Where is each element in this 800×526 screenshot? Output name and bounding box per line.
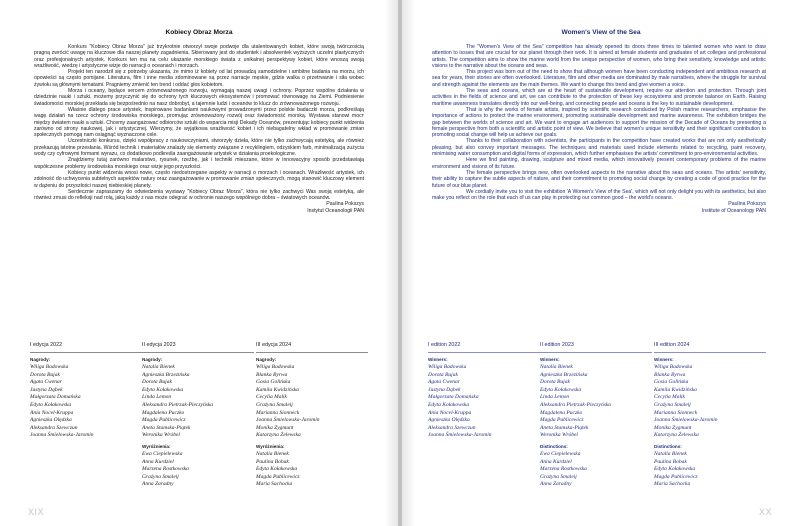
page-number: XIX: [28, 507, 45, 517]
artist-name: Justyna Dąbek: [428, 386, 461, 393]
left-page: [0, 0, 398, 526]
paragraph: Kobiecy punkt widzenia wnosi nowe, często niedostrzegane aspekty w narracji o morzach i oceanach. Wrażliwość artystek, ich zdolność do uchwycenia subtelnych aspektów natury oraz zaangażowanie w promowanie zmian społecznych, mogą stanowić kluczowy element w dążeniu do przyszłości naszej niebieskiej planety.: [34, 169, 364, 189]
paragraph: Właśnie dlatego prace artystek, inspirowane badaniami naukowymi prowadzonymi przez polskie badaczki morza, podkreślają wagę działań na rzecz ochrony środowiska morskiego, promując zrównoważony rozwój oraz świadomość morską. Wystawa stanowi mост między światem nauki a sztuki. Chcemy zaangażować odbiorców sztuki do wsparcia misji Dekady Oceanów, prezentując kobiecy punkt widzenia zarówno od strony naukowej, jak i artystycznej. Wierzymy, że wyjątkowa wrażliwość kobiet i ich niebagatelny wkład w promowanie zmian społecznych pomogą nam osiągnąć wyznaczone cele.: [34, 106, 364, 139]
paragraph: That is why the works of female artists, inspired by scientific research conducted by Polish marine researchers, emphasise the importance of actions to protect the marine environment, promoting sustainable development and marine awareness. The exhibition bridges the gap between the worlds of science and art. We want to engage art audiences to support the mission of the Decade of Oceans by presenting a female perspective from both a scientific and artistic point of view. We believe that women's unique sensitivity and their significant contribution to promoting social change will help us achieve our goals.: [432, 106, 766, 139]
artist-name: Marianna Sionneck: [256, 409, 300, 416]
artist-name: Katarzyna Żelewska: [256, 432, 301, 439]
paragraph: Serdecznie zapraszamy do odwiedzenia wystawy "Kobiecy Obraz Morza", która nie tylko zachwyci Was swoją estetyką, ale również zmusi do refleksji nad rolą, jaką każdy z nas może odegrać w ochronie naszego wspólnego dobra – światowych oceanów.: [34, 188, 364, 202]
paragraph: The "Women's View of the Sea" competition has already opened its doors three times to talented women who want to draw attention to issues that are crucial for our planet through their work. It is aimed at female students and graduates of art colleges and professional artists. The competition aims to show the marine world from the unique perspective of women, who bring their sensitivity, knowledge and artistic visions to the narrative about the oceans and seas.: [432, 44, 766, 69]
page-number: XX: [758, 507, 772, 517]
artist-name: Edyta Kołakowska: [30, 401, 72, 408]
artist-name: Natalia Bienek: [142, 364, 175, 370]
artist-name: Gosia Golińska: [654, 379, 689, 386]
artist-name: Ania Nocel-Kruppa: [30, 409, 74, 416]
award-category-label: Nagrody:: [30, 357, 51, 362]
paragraph: Znajdziemy tutaj zarówno malarstwo, rysunek, rzeźbę, jak i techniki mieszane, które w innowacyjny sposób przedstawiają współczesne problemy środowiska morskiego oraz wizje jego przyszłości.: [34, 157, 364, 170]
artist-name: Agnieszka Olędzka: [428, 417, 470, 424]
artist-name: Justyna Dąbek: [30, 386, 63, 393]
artist-name: Magda Publicewicz: [142, 417, 186, 424]
paragraph: This project was born out of the need to show that although women have been conducting independent and ambitious research at sea for years, their stories are often overlooked. Literature, film and other media are dominated by male narratives, where the struggle for survival and strength against the elements are the main themes. We want to change this trend and give women a voice.: [432, 69, 766, 88]
artist-name: Aneta Stamska-Piątek: [142, 424, 191, 431]
artist-name: Edyta Kołakowska: [540, 386, 582, 393]
edition-column: [30, 342, 142, 440]
artist-name: Agnieszka Brzezińska: [540, 371, 588, 378]
artist-name: Marzena Rostkowska: [540, 466, 587, 473]
paragraph: The female perspective brings new, often overlooked aspects to the narrative about the seas and oceans. The artists' sensitivity, their ability to capture the subtle aspects of nature, and their commitment to promoting social change by creating a code of good practice for the future of our blue planet.: [432, 169, 766, 189]
artist-name: Weronika Wróbel: [540, 432, 578, 439]
artist-name: Grażyna Smaleij: [654, 401, 691, 408]
artist-name: Monika Zygmunt: [654, 424, 692, 431]
artist-name: Aleksandra Szewczun: [30, 424, 78, 431]
edition-header: II edition 2023: [540, 342, 652, 353]
artist-name: Małgorzata Domańska: [30, 394, 81, 401]
paragraph: Konkurs "Kobiecy Obraz Morza" już trzykrotnie otworzył swoje podwoje dla utalentowanych kobiet, które swoją twórczością pragną zwrócić uwagę na kluczowe dla naszej planety zagadnienia. Skierowany jest do studentek i absolwentek wyższych uczelni plastycznych oraz profesjonalnych artystek. Konkurs ten ma na celu ukazanie morskiego świata z unikalnej perspektywy kobiet, które wnoszą swoją wrażliwość, wiedzę i artystyczne wizje do narracji o oceanach i morzach.: [34, 44, 364, 69]
award-category-label: Winners:: [428, 357, 448, 362]
artist-name: Ewa Ciepielewska: [142, 450, 183, 457]
artist-name: Marzena Rostkowska: [142, 466, 189, 473]
book-spine-shadow: [385, 0, 415, 526]
edition-header: II edycja 2023: [142, 342, 254, 353]
award-category-label: Wyróżnienia:: [256, 443, 285, 449]
signature-institution: Institute of Oceanology PAN: [701, 207, 766, 214]
paragraph: Here we find painting, drawing, sculpture and mixed media, which innovatively present contemporary problems of the marine environment and visions of its future.: [432, 157, 766, 170]
artist-name: Wiliga Badowska: [256, 364, 295, 370]
artist-name: Linda Lemon: [540, 394, 570, 401]
artist-name: Natalia Bienek: [654, 450, 687, 457]
page-title: Kobiecy Obraz Morza: [165, 29, 233, 36]
edition-header: III edycja 2024: [256, 342, 368, 353]
paragraph: Thanks to their collaboration with scientists, the participants in the competition have created works that are not only aesthetically pleasing, but also convey important messages. The techniques and materials used include elements related to recycling, paint recovery, minimising water consumption and digital forms of expression, which further emphasises the artists' commitment to pro-environmental activities.: [432, 138, 766, 158]
artist-name: Agnieszka Brzezińska: [142, 371, 190, 378]
edition-header: I edycja 2022: [30, 342, 142, 353]
artist-name: Aneta Stamska-Piątek: [540, 424, 589, 431]
right-page: [402, 0, 800, 526]
award-category-label: Winners:: [540, 357, 560, 362]
award-category-label: Nagrody:: [142, 357, 163, 362]
artist-name: Magda Publicewicz: [540, 417, 584, 424]
artist-name: Magda Publicewicz: [654, 473, 698, 480]
artist-name: Magdalena Puczko: [540, 409, 583, 416]
paragraph: Projekt ten narodził się z potrzeby ukazania, że mimo iż kobiety od lat prowadzą samodzielne i ambitne badania na morzu, ich opowieści są często pomijane. Literatura, film i inne media zdominowane są przez narracje męskie, gdzie walka o przetrwanie i siła wobec żywiołu są głównymi tematami. Pragniemy zmienić ten trend i oddać głos kobietom.: [34, 69, 364, 88]
artist-name: Magda Publicewicz: [256, 473, 300, 480]
article-body: [34, 44, 364, 214]
award-category-label: Distinctions:: [654, 443, 682, 449]
edition-column: [654, 342, 766, 489]
edition-column: [428, 342, 540, 440]
artist-name: Aleksandra Pietrzak-Pieczyńska: [142, 401, 214, 408]
artist-name: Marianna Sionneck: [654, 409, 698, 416]
artist-name: Anna Kurdziel: [540, 458, 572, 465]
artist-name: Dorota Bujak: [142, 379, 172, 386]
artist-name: Katarzyna Żelewska: [654, 432, 699, 439]
artist-name: Maria Sachocka: [256, 481, 293, 488]
artist-name: Cecylia Malik: [654, 394, 686, 401]
artist-name: Joanna Śmielowska-Jaromin: [428, 432, 492, 439]
artist-name: Maria Sachocka: [654, 481, 691, 488]
artist-name: Agnieszka Olędzka: [30, 417, 72, 424]
artist-name: Cecylia Malik: [256, 394, 288, 401]
artist-name: Kamila Kwidzińska: [654, 386, 697, 393]
article-body: [432, 44, 766, 214]
artist-name: Grażyna Smaleij: [256, 401, 293, 408]
artist-name: Aleksandra Szewczun: [428, 424, 476, 431]
paragraph: We cordially invite you to visit the exhibition 'A Women's View of the Sea', which will not only delight you with its aesthetics, but also make you reflect on the role that each of us can play in protecting our common good – the world's oceans.: [432, 188, 766, 202]
artist-name: Natalia Bienek: [540, 364, 573, 370]
edition-header: I edition 2022: [428, 342, 540, 353]
signature-name: Paulina Pokszys: [728, 201, 766, 208]
artist-name: Magdalena Puczko: [142, 409, 185, 416]
paragraph: The seas and oceans, which are at the heart of sustainable development, require our attention and protection. Through joint activities in the fields of science and art, we can contribute to the protection of these key ecosystems and promote balance on Earth. Raising maritime awareness translates directly into our well-being, and connecting people and oceans is the key to sustainable development.: [432, 88, 766, 107]
artist-name: Ewa Ciepielewska: [540, 450, 581, 457]
artist-name: Anna Zaradny: [142, 481, 174, 488]
artist-name: Paulina Bobak: [256, 458, 289, 465]
artist-name: Edyta Kołakowska: [256, 466, 298, 473]
award-category-label: Distinctions:: [540, 443, 568, 449]
signature-institution: Instytut Oceanologii PAN: [307, 207, 364, 214]
artist-name: Agata Cwenar: [428, 379, 460, 386]
artist-name: Monika Zygmunt: [256, 424, 294, 431]
signature-name: Paulina Pokszys: [326, 201, 364, 208]
artist-name: Ania Nocel-Kruppa: [428, 409, 472, 416]
artist-name: Weronika Wróbel: [142, 432, 180, 439]
artist-name: Dorota Bujak: [428, 371, 458, 378]
edition-header: III edition 2024: [654, 342, 766, 353]
artist-name: Natalia Bienek: [256, 450, 289, 457]
artist-name: Aleksandra Pietrzak-Pieczyńska: [540, 401, 612, 408]
artist-name: Wiliga Badowska: [654, 364, 693, 370]
edition-column: [142, 342, 254, 489]
award-category-label: Winners:: [654, 357, 674, 362]
artist-name: Linda Lemon: [142, 394, 172, 401]
artist-name: Małgorzata Domańska: [428, 394, 479, 401]
artist-name: Kamila Kwidzińska: [256, 386, 299, 393]
artist-name: Joanna Śmielowska-Jaromin: [256, 417, 320, 424]
award-category-label: Wyróżnienia:: [142, 443, 171, 449]
artist-name: Joanna Śmielowska-Jaromin: [654, 417, 718, 424]
paragraph: Uczestniczki konkursu, dzięki współpracy z naukowczyniami, stworzyły dzieła, które nie tylko zachwycają estetyką, ale również przekazują istotne przesłania. Wśród technik i materiałów znalazły się elementy związane z recyklingiem, odzyskiem farb, minimalizacją zużycia wody czy cyfrowymi formami wyrazu, co dodatkowo podkreśla zaangażowanie artystek w działania proekologiczne.: [34, 138, 364, 158]
artist-name: Dorota Bujak: [30, 371, 60, 378]
artist-name: Edyta Kołakowska: [654, 466, 696, 473]
artist-name: Grażyna Smaleij: [142, 473, 179, 480]
artist-name: Wiliga Badowska: [428, 364, 467, 370]
award-category-label: Nagrody:: [256, 357, 277, 362]
artist-name: Grażyna Smaleij: [540, 473, 577, 480]
artist-name: Anna Zaradny: [540, 481, 572, 488]
artist-name: Edyta Kołakowska: [428, 401, 470, 408]
artist-name: Paulina Bobak: [654, 458, 687, 465]
artist-name: Dorota Bujak: [540, 379, 570, 386]
artist-name: Gosia Golińska: [256, 379, 291, 386]
paragraph: Morza i oceany, będące sercem zrównoważonego rozwoju, wymagają naszej uwagi i ochrony. Poprzez wspólne działania w dziedzinie nauki i sztuki, możemy przyczynić się do ochrony tych kluczowych ekosystemów i promować równowagę na Ziemi. Podniesienie świadomości morskiej przekłada się bezpośrednio na nasz dobrobyt, a tajemnie ludzi i oceanów to klucz do zrównoważonego rozwoju.: [34, 88, 364, 107]
edition-column: [540, 342, 652, 489]
page-title: Women's View of the Sea: [561, 29, 641, 36]
edition-column: [256, 342, 368, 489]
artist-name: Agata Cwenar: [30, 379, 62, 386]
artist-name: Wiliga Badowska: [30, 364, 69, 370]
artist-name: Joanna Śmielowska-Jaromin: [30, 432, 94, 439]
artist-name: Anna Kurdziel: [142, 458, 174, 465]
artist-name: Edyta Kołakowska: [142, 386, 184, 393]
artist-name: Blanka Byrwa: [256, 371, 288, 378]
artist-name: Blanka Byrwa: [654, 371, 686, 378]
